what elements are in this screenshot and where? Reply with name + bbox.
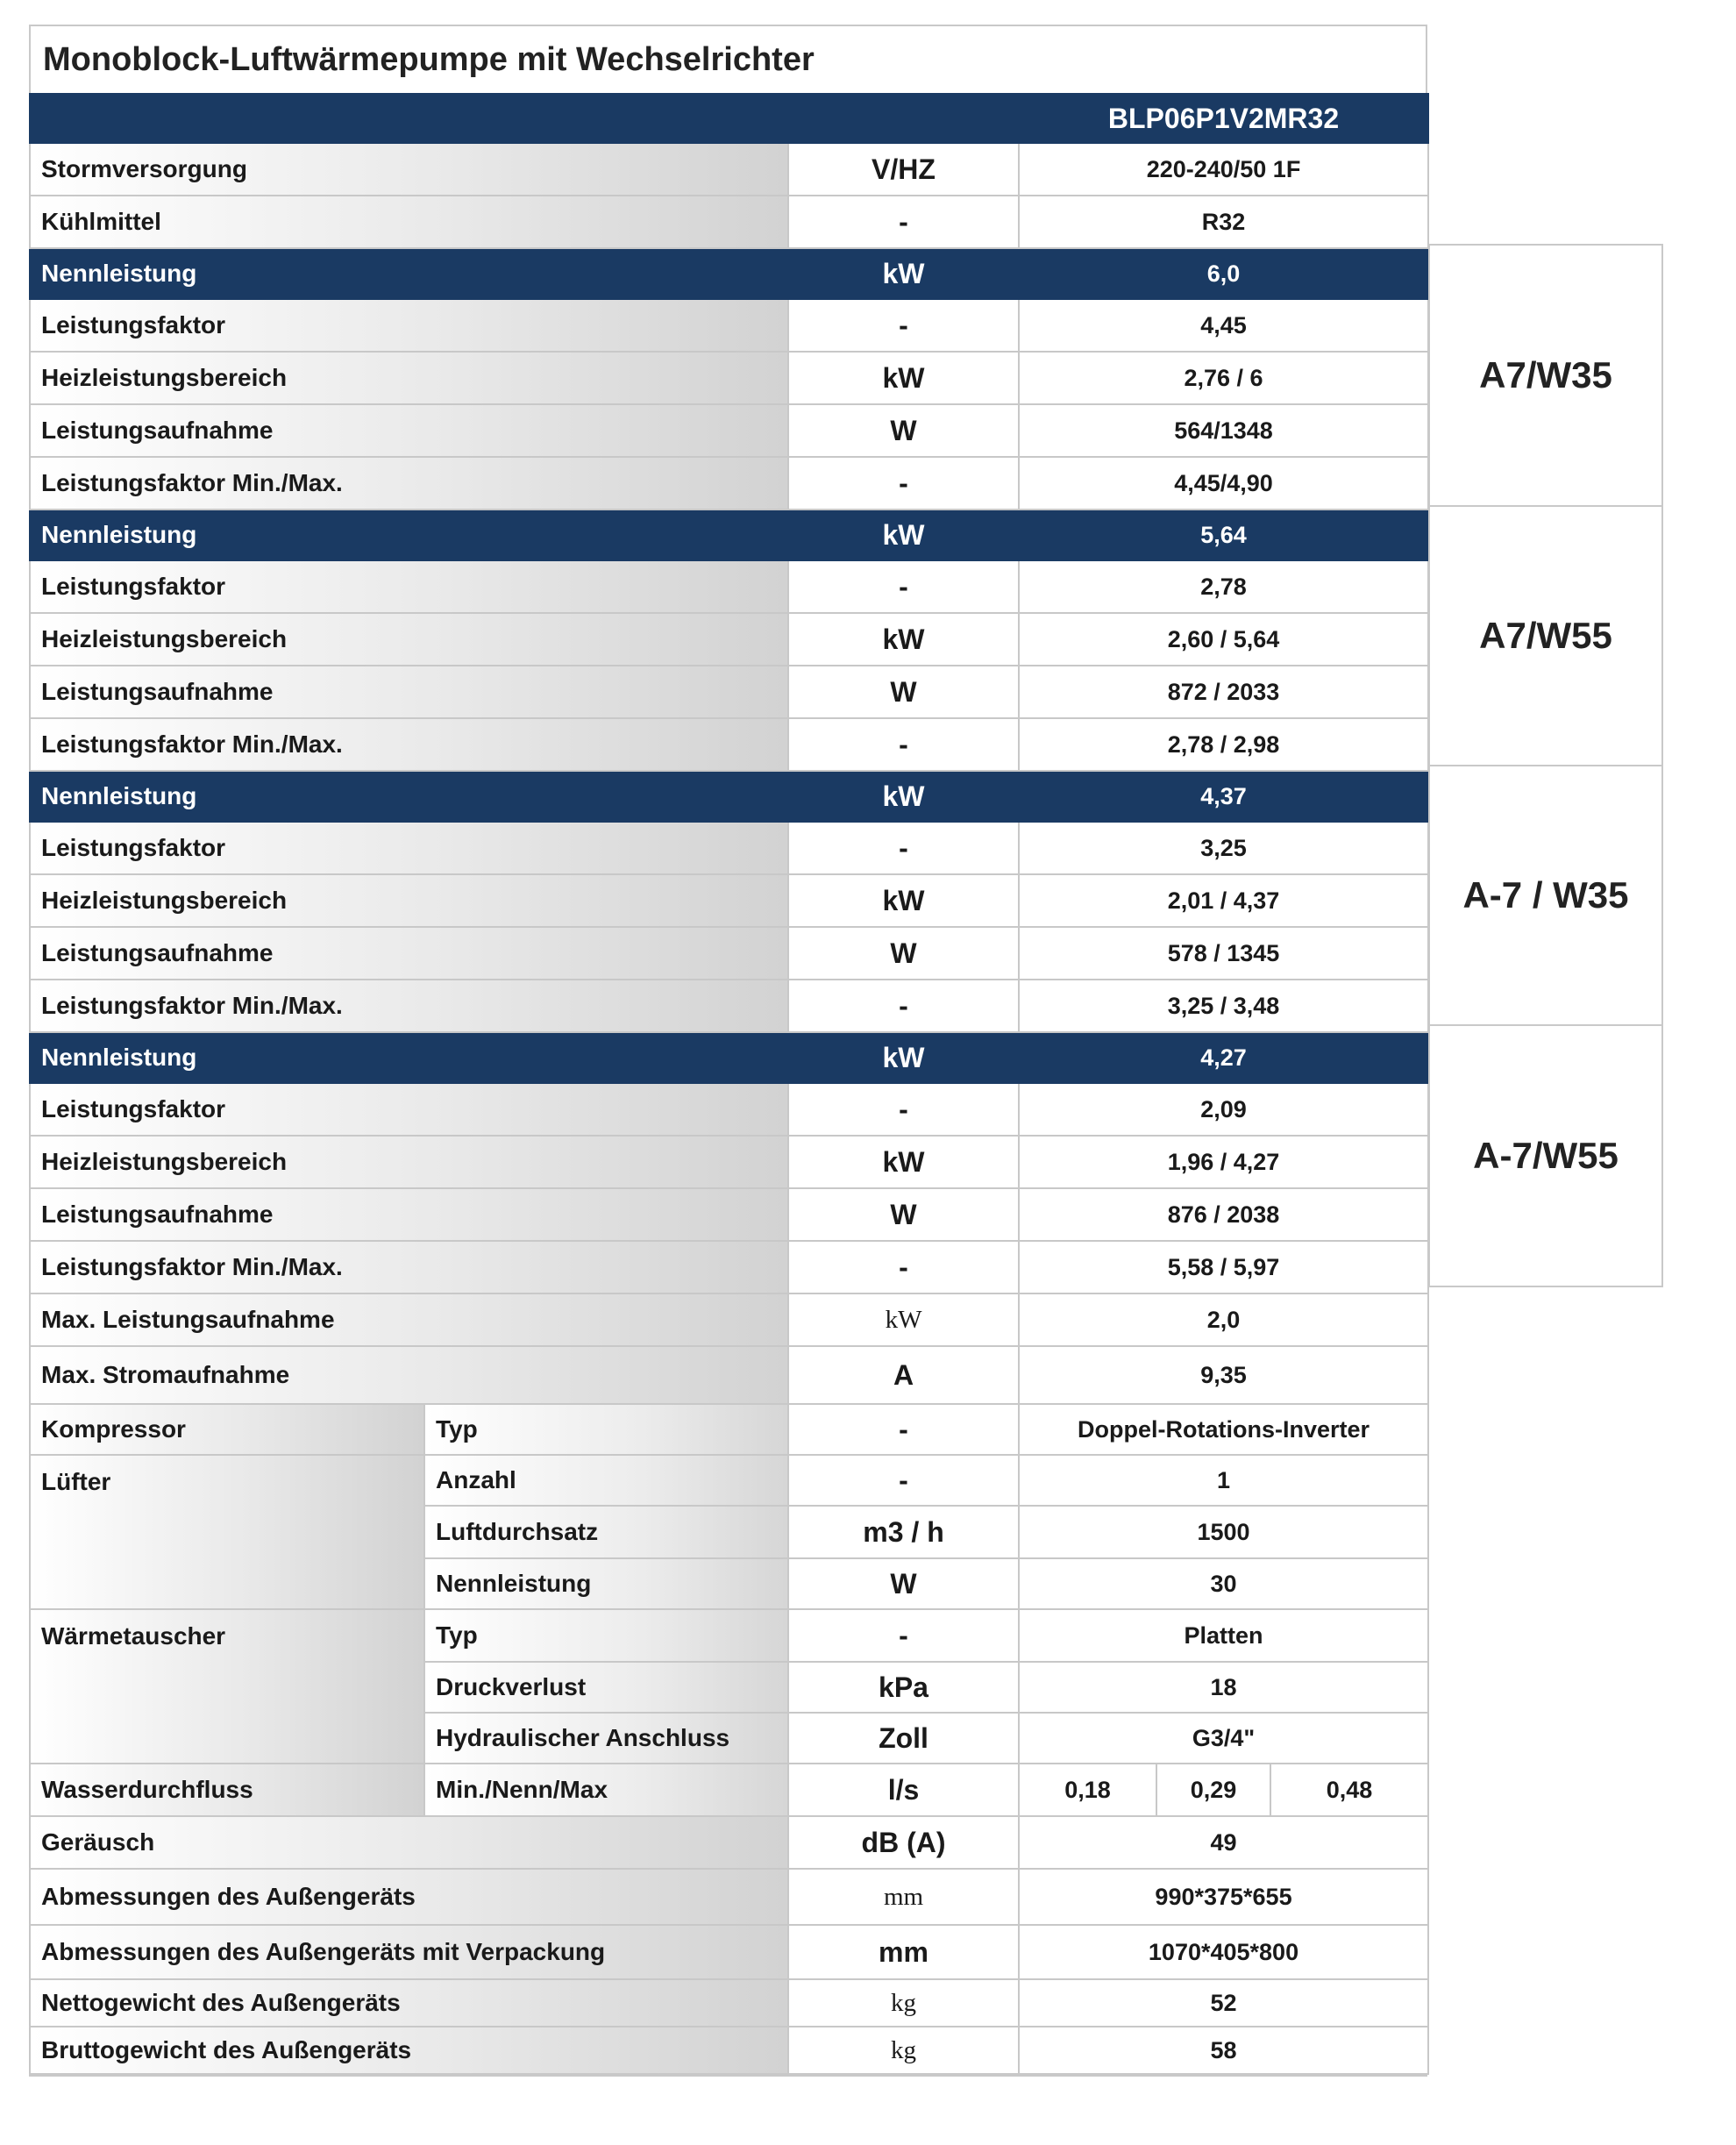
- table-row: [30, 196, 1428, 248]
- header-blank: [30, 94, 788, 143]
- table-row: [30, 874, 1428, 927]
- row-value: 1070*405*800: [1019, 1925, 1428, 1979]
- row-value: 2,0: [1019, 1293, 1428, 1346]
- row-unit: l/s: [788, 1764, 1019, 1816]
- row-label: Nennleistung: [30, 248, 788, 299]
- table-row: [30, 1925, 1428, 1979]
- row-value: 564/1348: [1019, 404, 1428, 457]
- row-unit: kPa: [788, 1662, 1019, 1713]
- row-label: Heizleistungsbereich: [30, 1136, 788, 1188]
- row-value: R32: [1019, 196, 1428, 248]
- row-sublabel: Typ: [424, 1404, 788, 1455]
- table-row: [30, 352, 1428, 404]
- row-unit: dB (A): [788, 1816, 1019, 1869]
- row-label: Max. Leistungsaufnahme: [30, 1293, 788, 1346]
- row-value: 1500: [1019, 1506, 1428, 1558]
- row-value: 3,25: [1019, 822, 1428, 874]
- row-label: Leistungsfaktor Min./Max.: [30, 718, 788, 771]
- row-unit: mm: [788, 1869, 1019, 1925]
- table-row: [30, 1188, 1428, 1241]
- table-row: [30, 1241, 1428, 1293]
- row-value: G3/4": [1019, 1713, 1428, 1764]
- row-unit: kW: [788, 352, 1019, 404]
- row-unit: kW: [788, 1293, 1019, 1346]
- table-row: [30, 718, 1428, 771]
- row-label: Leistungsfaktor: [30, 822, 788, 874]
- table-row: [30, 2027, 1428, 2074]
- row-label: Abmessungen des Außengeräts mit Verpackung: [30, 1925, 788, 1979]
- row-sublabel: Nennleistung: [424, 1558, 788, 1609]
- row-unit: W: [788, 1558, 1019, 1609]
- row-unit: kW: [788, 1032, 1019, 1083]
- row-label: Nettogewicht des Außengeräts: [30, 1979, 788, 2027]
- row-unit: kW: [788, 1136, 1019, 1188]
- row-label: Abmessungen des Außengeräts: [30, 1869, 788, 1925]
- row-unit: -: [788, 718, 1019, 771]
- table-row: [30, 1455, 1428, 1506]
- row-value: 30: [1019, 1558, 1428, 1609]
- row-value: 6,0: [1019, 248, 1428, 299]
- row-unit: kg: [788, 2027, 1019, 2074]
- row-unit: V/HZ: [788, 143, 1019, 196]
- row-value: 4,27: [1019, 1032, 1428, 1083]
- row-value: 1: [1019, 1455, 1428, 1506]
- header-row: [30, 94, 1428, 143]
- row-value: Doppel-Rotations-Inverter: [1019, 1404, 1428, 1455]
- flow-min: 0,18: [1019, 1764, 1156, 1816]
- row-unit: kW: [788, 510, 1019, 560]
- row-value: 4,45: [1019, 299, 1428, 352]
- table-row: [30, 613, 1428, 666]
- row-unit: mm: [788, 1925, 1019, 1979]
- row-unit: kW: [788, 248, 1019, 299]
- row-sublabel: Min./Nenn/Max: [424, 1764, 788, 1816]
- table-row: [30, 666, 1428, 718]
- row-label: Leistungsfaktor Min./Max.: [30, 1241, 788, 1293]
- spec-sheet: [29, 25, 1427, 2077]
- row-value: 5,64: [1019, 510, 1428, 560]
- row-value: 52: [1019, 1979, 1428, 2027]
- row-label: Stormversorgung: [30, 143, 788, 196]
- flow-max: 0,48: [1270, 1764, 1428, 1816]
- row-label: Nennleistung: [30, 510, 788, 560]
- row-unit: -: [788, 299, 1019, 352]
- flow-nominal: 0,29: [1156, 1764, 1270, 1816]
- row-label: Leistungsfaktor: [30, 1083, 788, 1136]
- row-sublabel: Luftdurchsatz: [424, 1506, 788, 1558]
- table-row: [30, 1764, 1428, 1816]
- table-row: [30, 560, 1428, 613]
- row-value: 2,78 / 2,98: [1019, 718, 1428, 771]
- row-value: 876 / 2038: [1019, 1188, 1428, 1241]
- condition-label-a7-w55: A7/W55: [1428, 505, 1663, 766]
- table-row-nominal: [30, 771, 1428, 822]
- row-value: 18: [1019, 1662, 1428, 1713]
- table-row: [30, 1404, 1428, 1455]
- table-row: [30, 1869, 1428, 1925]
- row-label: Heizleistungsbereich: [30, 352, 788, 404]
- row-value: 49: [1019, 1816, 1428, 1869]
- spec-table: [29, 93, 1429, 2075]
- row-label: Leistungsfaktor Min./Max.: [30, 457, 788, 510]
- row-label: Bruttogewicht des Außengeräts: [30, 2027, 788, 2074]
- row-value: 2,76 / 6: [1019, 352, 1428, 404]
- row-sublabel: Typ: [424, 1609, 788, 1662]
- table-row: [30, 1293, 1428, 1346]
- row-label: Leistungsaufnahme: [30, 404, 788, 457]
- row-label: Nennleistung: [30, 1032, 788, 1083]
- row-label: Nennleistung: [30, 771, 788, 822]
- condition-label-am7-w35: A-7 / W35: [1428, 765, 1663, 1026]
- row-unit: -: [788, 1241, 1019, 1293]
- table-row: [30, 822, 1428, 874]
- row-value: 2,01 / 4,37: [1019, 874, 1428, 927]
- row-sublabel: Druckverlust: [424, 1662, 788, 1713]
- table-row: [30, 1136, 1428, 1188]
- row-unit: kW: [788, 771, 1019, 822]
- row-unit: m3 / h: [788, 1506, 1019, 1558]
- row-unit: -: [788, 822, 1019, 874]
- header-unit-blank: [788, 94, 1019, 143]
- table-row-nominal: [30, 248, 1428, 299]
- row-label: Heizleistungsbereich: [30, 874, 788, 927]
- row-value: 9,35: [1019, 1346, 1428, 1404]
- row-value: 4,45/4,90: [1019, 457, 1428, 510]
- row-unit: -: [788, 1455, 1019, 1506]
- table-row: [30, 980, 1428, 1032]
- row-value: 1,96 / 4,27: [1019, 1136, 1428, 1188]
- table-row-nominal: [30, 510, 1428, 560]
- row-label: Leistungsfaktor: [30, 560, 788, 613]
- table-row: [30, 143, 1428, 196]
- row-value: 578 / 1345: [1019, 927, 1428, 980]
- sheet-title: Monoblock-Luftwärmepumpe mit Wechselrichter: [43, 41, 815, 78]
- row-unit: -: [788, 1404, 1019, 1455]
- row-unit: kW: [788, 613, 1019, 666]
- table-row: [30, 1609, 1428, 1662]
- row-label: Leistungsaufnahme: [30, 927, 788, 980]
- row-unit: Zoll: [788, 1713, 1019, 1764]
- table-row: [30, 1816, 1428, 1869]
- row-unit: W: [788, 404, 1019, 457]
- row-value: 3,25 / 3,48: [1019, 980, 1428, 1032]
- row-unit: -: [788, 1609, 1019, 1662]
- row-value: 2,60 / 5,64: [1019, 613, 1428, 666]
- row-unit: kg: [788, 1979, 1019, 2027]
- row-value: 220-240/50 1F: [1019, 143, 1428, 196]
- row-value: 5,58 / 5,97: [1019, 1241, 1428, 1293]
- row-unit: -: [788, 196, 1019, 248]
- row-value: 2,09: [1019, 1083, 1428, 1136]
- row-value: 58: [1019, 2027, 1428, 2074]
- row-label: Heizleistungsbereich: [30, 613, 788, 666]
- row-unit: W: [788, 927, 1019, 980]
- group-label: Lüfter: [30, 1455, 424, 1609]
- table-row: [30, 1083, 1428, 1136]
- row-label: Leistungsaufnahme: [30, 666, 788, 718]
- row-value: 4,37: [1019, 771, 1428, 822]
- row-label: Leistungsfaktor: [30, 299, 788, 352]
- row-label: Leistungsfaktor Min./Max.: [30, 980, 788, 1032]
- group-label: Wasserdurchfluss: [30, 1764, 424, 1816]
- row-label: Leistungsaufnahme: [30, 1188, 788, 1241]
- row-unit: A: [788, 1346, 1019, 1404]
- row-unit: -: [788, 457, 1019, 510]
- row-label: Max. Stromaufnahme: [30, 1346, 788, 1404]
- row-unit: kW: [788, 874, 1019, 927]
- table-row: [30, 1346, 1428, 1404]
- row-unit: W: [788, 666, 1019, 718]
- group-label: Wärmetauscher: [30, 1609, 424, 1764]
- row-sublabel: Anzahl: [424, 1455, 788, 1506]
- table-row: [30, 457, 1428, 510]
- row-label: Kühlmittel: [30, 196, 788, 248]
- row-label: Geräusch: [30, 1816, 788, 1869]
- table-row: [30, 927, 1428, 980]
- table-row: [30, 1979, 1428, 2027]
- row-value: 990*375*655: [1019, 1869, 1428, 1925]
- table-row-nominal: [30, 1032, 1428, 1083]
- model-name: BLP06P1V2MR32: [1019, 94, 1428, 143]
- row-value: 872 / 2033: [1019, 666, 1428, 718]
- condition-label-am7-w55: A-7/W55: [1428, 1024, 1663, 1287]
- row-sublabel: Hydraulischer Anschluss: [424, 1713, 788, 1764]
- row-value: Platten: [1019, 1609, 1428, 1662]
- table-row: [30, 299, 1428, 352]
- row-unit: W: [788, 1188, 1019, 1241]
- row-unit: -: [788, 980, 1019, 1032]
- row-value: 2,78: [1019, 560, 1428, 613]
- condition-label-a7-w35: A7/W35: [1428, 244, 1663, 507]
- table-row: [30, 404, 1428, 457]
- group-label: Kompressor: [30, 1404, 424, 1455]
- row-unit: -: [788, 560, 1019, 613]
- row-unit: -: [788, 1083, 1019, 1136]
